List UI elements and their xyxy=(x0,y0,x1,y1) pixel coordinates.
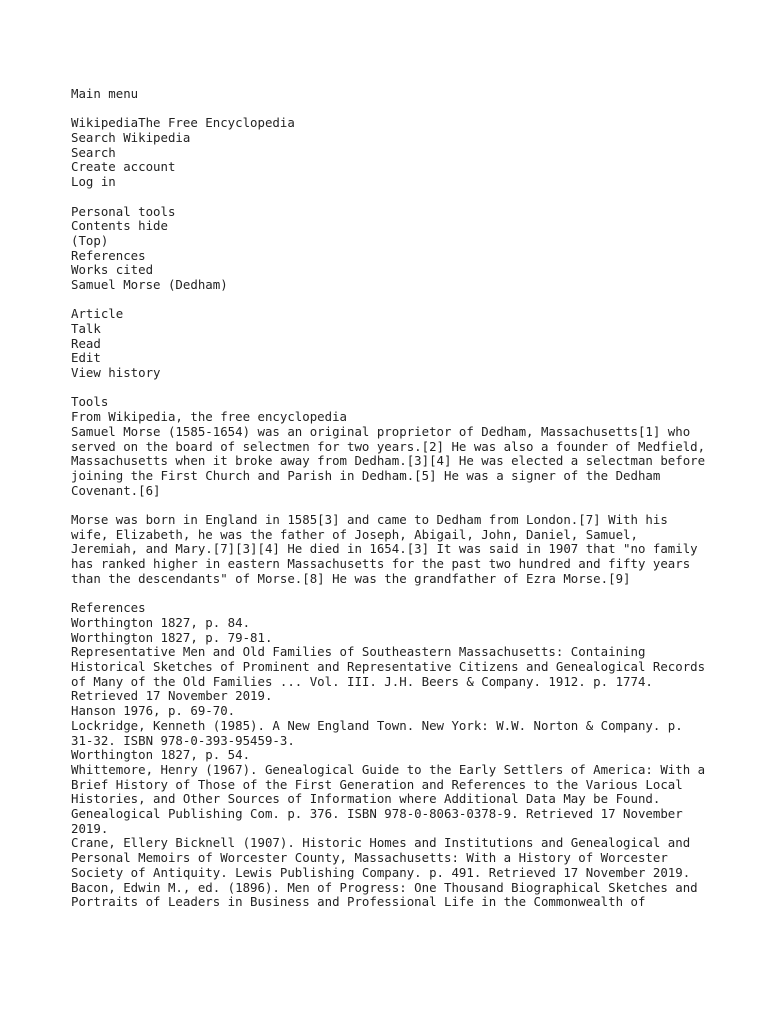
article-paragraph: Samuel Morse (1585-1654) was an original proprietor of Dedham, Massachusetts[1] who served on the board of selectmen for two years.[2] He was also a founder of Medfield, Massachusetts when it broke away from Dedham.[3][4] He was elected a selectman before joining the First Church and Parish in Dedham.[5] He was a signer of the Dedham Covenant.[6] xyxy=(71,423,706,498)
tab-edit[interactable]: Edit xyxy=(71,350,101,366)
toc-item-works-cited[interactable]: Works cited xyxy=(71,262,154,278)
toc-item-references[interactable]: References xyxy=(71,247,146,263)
references-heading: References xyxy=(71,600,146,616)
spacer xyxy=(71,587,711,602)
reference-item: Worthington 1827, p. 54. xyxy=(71,747,251,763)
page-tagline: From Wikipedia, the free encyclopedia xyxy=(71,409,348,425)
tab-article[interactable]: Article xyxy=(71,306,124,322)
reference-item: Worthington 1827, p. 84. xyxy=(71,614,251,630)
tab-read[interactable]: Read xyxy=(71,335,101,351)
page-title: Samuel Morse (Dedham) xyxy=(71,276,228,292)
reference-item: Bacon, Edwin M., ed. (1896). Men of Progress: One Thousand Biographical Sketches and Portraits of Leaders in Business and Professional Life in the Commonwealth of xyxy=(71,879,698,910)
spacer xyxy=(71,190,711,205)
reference-item: Crane, Ellery Bicknell (1907). Historic Homes and Institutions and Genealogical and Personal Memoirs of Worcester County, Massachusetts: With a History of Worcester Society of Antiquity. Lewis Publishing Company. p. 491. Retrieved 17 November 2019. xyxy=(71,835,691,880)
create-account-link[interactable]: Create account xyxy=(71,159,176,175)
reference-item: Lockridge, Kenneth (1985). A New England Town. New York: W.W. Norton & Company. p. 31-32. ISBN 978-0-393-95459-3. xyxy=(71,717,683,748)
tab-view-history[interactable]: View history xyxy=(71,365,161,381)
search-button[interactable]: Search xyxy=(71,144,116,160)
spacer xyxy=(71,293,711,308)
reference-item: Representative Men and Old Families of Southeastern Massachusetts: Containing Historical Sketches of Prominent and Representative Citizens and Genealogical Records of Many of the Old Families ... Vol. III. J.H. Beers & Company. 1912. p. 1774. Retrieved 17 November 2019. xyxy=(71,644,706,704)
spacer xyxy=(71,102,711,117)
log-in-link[interactable]: Log in xyxy=(71,174,116,190)
spacer xyxy=(71,498,711,513)
reference-item: Whittemore, Henry (1967). Genealogical Guide to the Early Settlers of America: With a Brief History of Those of the First Generation and References to the Various Local Histories, and Other Sources of Information where Additional Data May be Found. Genealogical Publishing Com. p. 376. ISBN 978-0-8063-0378-9. Retrieved 17 November 2019. xyxy=(71,761,706,836)
spacer xyxy=(71,381,711,396)
search-input[interactable]: Search Wikipedia xyxy=(71,130,191,146)
tab-talk[interactable]: Talk xyxy=(71,321,101,336)
tools-menu[interactable]: Tools xyxy=(71,394,109,410)
site-logo-link[interactable]: WikipediaThe Free Encyclopedia xyxy=(71,115,295,131)
personal-tools-menu[interactable]: Personal tools xyxy=(71,203,176,219)
reference-item: Worthington 1827, p. 79-81. xyxy=(71,629,273,645)
toc-item-top[interactable]: (Top) xyxy=(71,232,109,248)
main-menu-button[interactable]: Main menu xyxy=(71,86,139,101)
reference-item: Hanson 1976, p. 69-70. xyxy=(71,703,236,719)
article-paragraph: Morse was born in England in 1585[3] and came to Dedham from London.[7] With his wife, Elizabeth, he was the father of Joseph, Abigail, John, Daniel, Samuel, Jeremiah, and Mary.[7][3][4] He died in 1654.[3] It was said in 1907 that "no family has ranked higher in eastern Massachusetts for the past two hundred and fifty years than the descendants" of Morse.[8] He was the grandfather of Ezra Morse.[9] xyxy=(71,512,698,586)
page xyxy=(71,87,711,910)
contents-hide-toggle[interactable]: Contents hide xyxy=(71,218,168,234)
